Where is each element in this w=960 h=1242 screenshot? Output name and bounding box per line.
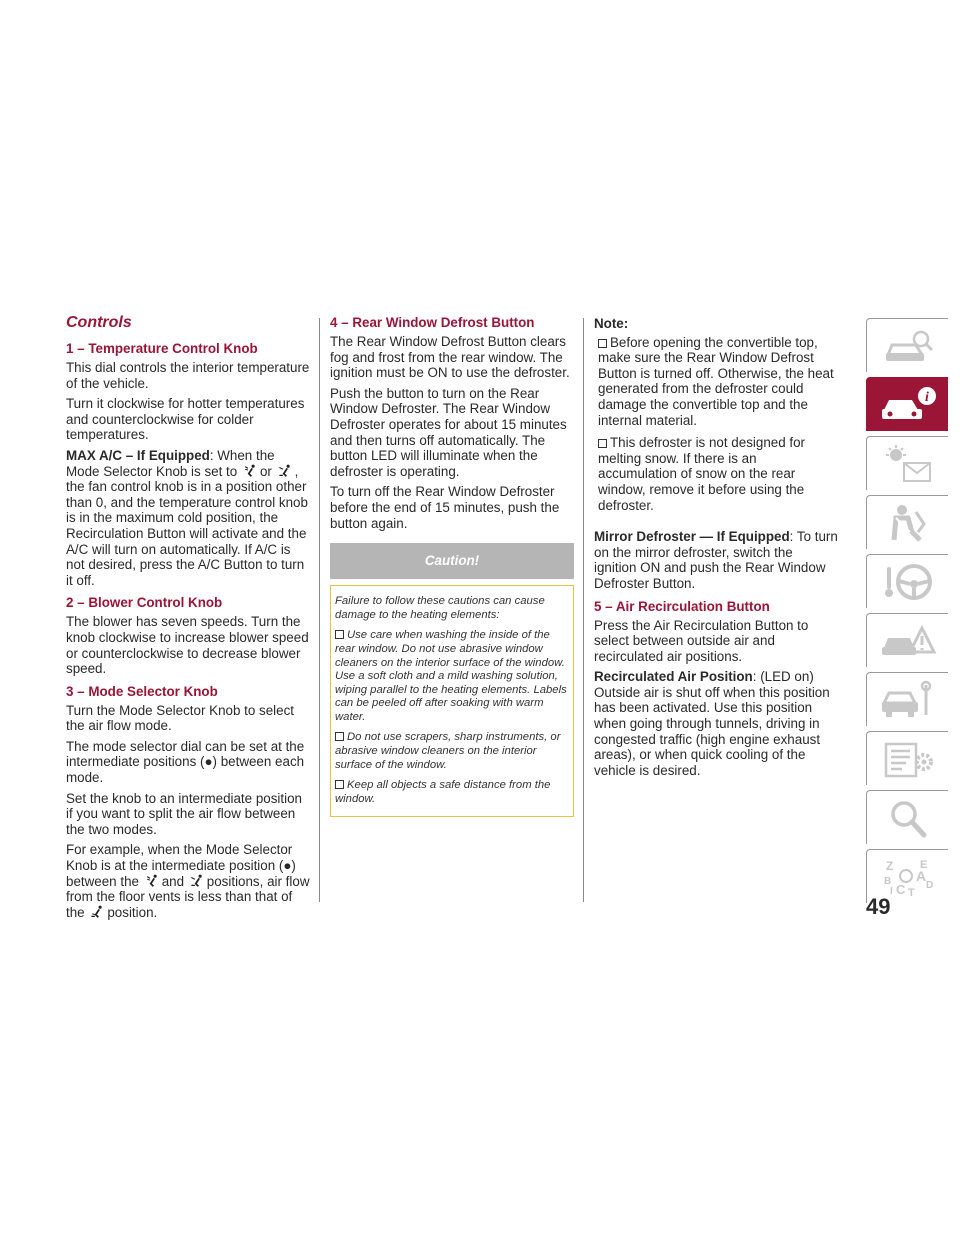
mirror-defroster-label: Mirror Defroster — If Equipped	[594, 529, 790, 545]
index-letter-d: D	[925, 879, 933, 891]
tab-technical-specifications[interactable]	[866, 731, 948, 785]
mode-p4-text-c: position.	[107, 904, 158, 920]
mode-paragraph-2: The mode selector dial can be set at the intermediate positions (●) between each mode.	[66, 738, 305, 786]
index-letter-i: I	[889, 885, 893, 897]
blower-knob-heading: 2 – Blower Control Knob	[66, 595, 223, 611]
tab-servicing-maintenance[interactable]	[866, 672, 948, 726]
chapter-tabs	[866, 318, 948, 908]
note-item	[598, 335, 838, 429]
panel-mode-icon	[243, 464, 258, 478]
floor-mode-icon	[90, 905, 105, 919]
mode-selector-heading: 3 – Mode Selector Knob	[66, 683, 218, 699]
svg-text:i: i	[924, 389, 929, 405]
column-left	[66, 312, 310, 925]
index-letter-t: T	[907, 886, 915, 898]
steering-wheel-icon	[878, 561, 938, 603]
defrost-paragraph-2: Push the button to turn on the Rear Window Defroster. The Rear Window Defroster operates for about 15 minutes and then turns off automatically. The button LED will illuminate when the defroster is operating.	[330, 385, 567, 479]
tab-instrument-panel[interactable]	[866, 377, 948, 431]
car-search-icon	[878, 325, 938, 367]
column-divider-2	[583, 318, 584, 902]
column-right	[594, 312, 838, 783]
panel-mode-icon	[145, 874, 160, 888]
note-label: Note:	[594, 316, 629, 331]
tab-starting-operating[interactable]	[866, 554, 948, 608]
caution-item-text: Do not use scrapers, sharp instruments, or abrasive window cleaners on the interior surface of the window.	[335, 731, 561, 771]
defrost-paragraph-3: To turn off the Rear Window Defroster before the end of 15 minutes, push the button again.	[330, 484, 560, 531]
column-divider-1	[319, 318, 320, 902]
seatbelt-airbag-icon	[878, 502, 938, 544]
car-emergency-icon	[878, 620, 938, 662]
mode-paragraph-1: Turn the Mode Selector Knob to select the air flow mode.	[66, 702, 295, 734]
checkbox-bullet-icon	[335, 780, 344, 789]
recirc-paragraph-2	[594, 669, 838, 778]
note-item-text: Before opening the convertible top, make sure the Rear Window Defrost Button is turned off. Otherwise, the heat generated from the defroster could damage the convertible top and the internal material.	[598, 334, 834, 428]
mode-paragraph-4	[66, 842, 310, 920]
caution-item	[335, 629, 570, 724]
temperature-paragraph-2: Turn it clockwise for hotter temperatures and counterclockwise for colder temperatures.	[66, 396, 305, 443]
air-recirculation-heading: 5 – Air Recirculation Button	[594, 598, 770, 614]
panel-floor-mode-icon	[278, 464, 293, 478]
defrost-paragraph-1: The Rear Window Defrost Button clears fog and frost from the rear window. The ignition must be ON to use the defroster.	[330, 334, 570, 381]
mode-p4-text-a: For example, when the Mode Selector Knob is at the intermediate position (●) between the	[66, 842, 296, 889]
tab-getting-to-know-vehicle[interactable]	[866, 318, 948, 372]
magnifier-icon	[878, 797, 938, 839]
index-letter-e: E	[919, 858, 927, 871]
index-letter-z: Z	[885, 858, 893, 873]
tab-multimedia-search[interactable]	[866, 790, 948, 844]
car-info-icon	[878, 384, 938, 426]
caution-item-text: Use care when washing the inside of the rear window. Do not use abrasive window cleaners on the interior surface of the window. Use a soft cloth and a mild washing solution, wiping parallel to the heating elements. Labels can be peeled off after soaking with warm water.	[335, 629, 567, 723]
max-ac-text-b: , the fan control knob is in a position other than 0, and the temperature control knob is in the maximum cold position, the Recirculation Button will activate and the A/C will turn on automatically. If A/C is not desired, press the A/C Button to turn it off.	[66, 463, 308, 588]
caution-box	[330, 585, 574, 817]
specifications-gear-icon	[878, 738, 938, 780]
blower-paragraph: The blower has seven speeds. Turn the knob clockwise to increase blower speed or counterclockwise to decrease blower speed.	[66, 614, 309, 677]
caution-intro: Failure to follow these cautions can cause damage to the heating elements:	[335, 595, 545, 621]
rear-defrost-heading: 4 – Rear Window Defrost Button	[330, 315, 535, 330]
max-ac-paragraph	[66, 448, 310, 588]
mirror-defroster-text: : To turn on the mirror defroster, switch the ignition ON and push the Rear Window Defroster Button.	[594, 529, 838, 591]
checkbox-bullet-icon	[598, 339, 607, 348]
max-ac-label: MAX A/C – If Equipped	[66, 447, 210, 463]
note-item-text: This defroster is not designed for melting snow. If there is an accumulation of snow on the rear window, remove it before using the defroster.	[598, 435, 806, 513]
bilevel-mode-icon	[190, 874, 205, 888]
mode-p4-text-b: positions, air flow from the floor vents is less than that of the	[66, 873, 310, 920]
temperature-knob-heading: 1 – Temperature Control Knob	[66, 341, 258, 356]
caution-item	[335, 731, 570, 772]
page-number: 49	[866, 894, 891, 919]
index-letter-b: B	[883, 875, 891, 887]
note-item	[598, 435, 838, 513]
checkbox-bullet-icon	[335, 732, 344, 741]
car-maintenance-icon	[878, 679, 938, 721]
tab-safety[interactable]	[866, 495, 948, 549]
column-middle	[330, 312, 574, 817]
caution-header: Caution!	[330, 543, 574, 579]
recirculated-air-label: Recirculated Air Position	[594, 669, 753, 685]
caution-item	[335, 779, 570, 806]
alphabetical-index-icon	[878, 856, 938, 898]
checkbox-bullet-icon	[335, 630, 344, 639]
page-title: Controls	[66, 314, 132, 331]
caution-item-text: Keep all objects a safe distance from the window.	[335, 779, 551, 805]
mirror-defroster-paragraph	[594, 529, 838, 591]
mode-paragraph-3: Set the knob to an intermediate position if you want to split the air flow between the two modes.	[66, 790, 302, 837]
tab-warning-lights[interactable]	[866, 436, 948, 490]
recirc-paragraph-2-text: : (LED on) Outside air is shut off when this position has been activated. Use this position when going through tunnels, driving in congested traffic (high engine exhaust areas), or when quick cooling of the vehicle is desired.	[594, 669, 830, 778]
max-ac-text-a: : When the Mode Selector Knob is set to	[66, 447, 275, 479]
mode-p4-and: and	[161, 873, 185, 889]
index-letter-a: A	[915, 867, 926, 884]
recirc-paragraph-1: Press the Air Recirculation Button to select between outside air and recirculated air positions.	[594, 617, 809, 664]
warning-lights-message-icon	[878, 443, 938, 485]
tab-in-case-of-emergency[interactable]	[866, 613, 948, 667]
temperature-paragraph-1: This dial controls the interior temperature of the vehicle.	[66, 360, 310, 391]
index-letter-c: C	[895, 881, 905, 897]
max-ac-or: or	[259, 463, 272, 479]
checkbox-bullet-icon	[598, 439, 607, 448]
